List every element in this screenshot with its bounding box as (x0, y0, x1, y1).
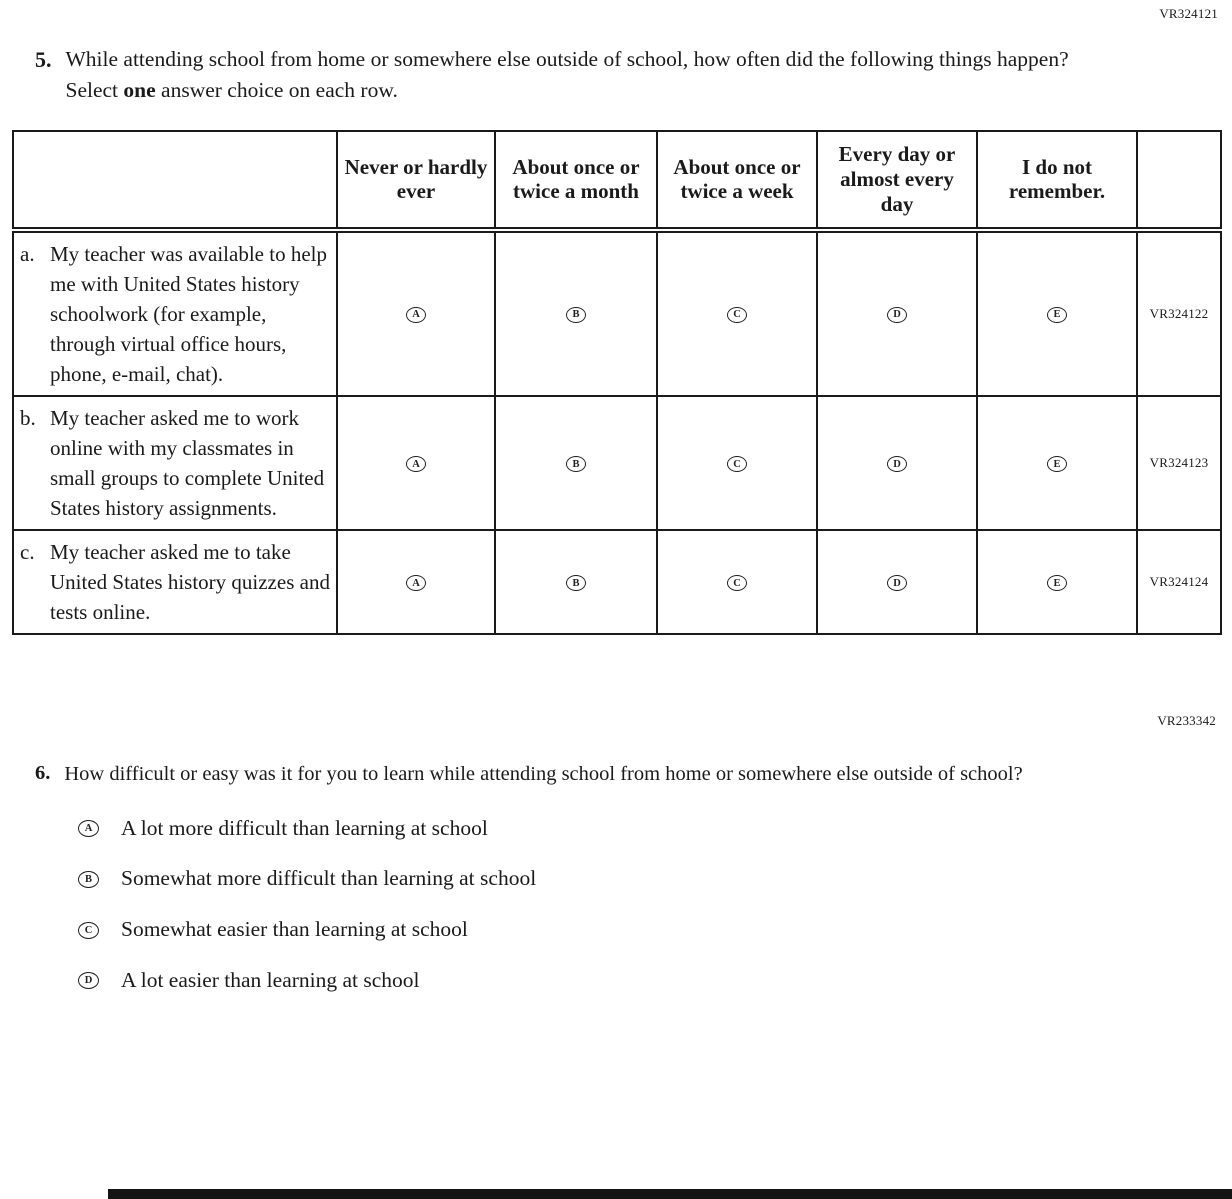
q5-row-a-label (13, 230, 337, 396)
q5-row-a-text: My teacher was available to help me with United States history schoolwork (for example, through virtual office hours, phone, e-mail, chat). (50, 241, 327, 386)
q5-row-a-code (1137, 230, 1221, 396)
question-5 (35, 44, 1142, 106)
q5-row-c-letter: c. (20, 539, 35, 564)
answer-bubble[interactable]: A (406, 307, 426, 323)
q5-row-b-cell-C (657, 396, 817, 530)
q6-option-a-label: A lot more difficult than learning at school (121, 815, 488, 840)
question-6 (35, 759, 1112, 790)
question-6-number: 6. (35, 761, 51, 784)
answer-bubble[interactable]: C (727, 456, 747, 472)
q5-row-a-cell-B (495, 230, 657, 396)
q6-option-d (78, 968, 1232, 994)
table-row-c (13, 530, 1221, 634)
q5-col-header-code-blank (1137, 131, 1221, 229)
q5-row-c-cell-C (657, 530, 817, 634)
q5-row-b-text: My teacher asked me to work online with my classmates in small groups to complete United States history assignments. (50, 405, 325, 520)
answer-bubble[interactable]: C (78, 922, 99, 939)
q5-row-b-cell-E (977, 396, 1137, 530)
q6-option-b (78, 866, 1232, 892)
q5-row-c-cell-B (495, 530, 657, 634)
answer-bubble[interactable]: B (566, 575, 586, 591)
table-row-b (13, 396, 1221, 530)
q6-option-c (78, 917, 1232, 943)
answer-bubble[interactable]: D (887, 307, 907, 323)
question-5-prompt-part1: While attending school from home or somewhere else outside of school, how often did the following things happen? Select (65, 47, 1069, 103)
q5-row-b-label (13, 396, 337, 530)
q5-row-a-cell-E (977, 230, 1137, 396)
row-code-label: VR324124 (1149, 573, 1209, 589)
q5-row-b-cell-D (817, 396, 977, 530)
answer-bubble[interactable]: E (1047, 307, 1067, 323)
answer-bubble[interactable]: A (406, 456, 426, 472)
q5-row-b-letter: b. (20, 405, 36, 430)
q5-row-a-cell-A (337, 230, 495, 396)
answer-bubble[interactable]: E (1047, 456, 1067, 472)
q5-row-a-cell-D (817, 230, 977, 396)
q5-col-header-blank (13, 131, 337, 229)
question-6-prompt: How difficult or easy was it for you to learn while attending school from home or somewhere else outside of school? (64, 762, 1023, 785)
answer-bubble[interactable]: E (1047, 575, 1067, 591)
q5-col-header-once-week: About once or twice a week (657, 131, 817, 229)
row-code-label: VR324123 (1149, 454, 1209, 470)
answer-bubble[interactable]: C (727, 575, 747, 591)
q5-row-c-cell-A (337, 530, 495, 634)
q5-row-c-code (1137, 530, 1221, 634)
answer-bubble[interactable]: D (78, 972, 99, 989)
question-5-prompt (66, 44, 1086, 106)
table-header-row (13, 131, 1221, 229)
q5-row-c-cell-D (817, 530, 977, 634)
row-code-label: VR324122 (1149, 305, 1209, 321)
answer-bubble[interactable]: C (727, 307, 747, 323)
page-code-top: VR324121 (1159, 6, 1218, 21)
q5-row-b-cell-B (495, 396, 657, 530)
q6-option-a (78, 816, 1232, 842)
q5-row-b-cell-A (337, 396, 495, 530)
question-5-prompt-bold: one (123, 78, 156, 103)
question-5-prompt-part2: answer choice on each row. (155, 78, 398, 103)
q5-row-a-cell-C (657, 230, 817, 396)
q5-row-c-cell-E (977, 530, 1137, 634)
answer-bubble[interactable]: B (566, 456, 586, 472)
page-edge-bar (108, 1189, 1232, 1199)
q5-row-c-label (13, 530, 337, 634)
page-code-mid: VR233342 (1157, 712, 1216, 728)
answer-bubble[interactable]: A (406, 575, 426, 591)
q6-option-d-label: A lot easier than learning at school (121, 967, 420, 992)
answer-bubble[interactable]: B (566, 307, 586, 323)
question-6-options (78, 816, 1232, 994)
q6-option-c-label: Somewhat easier than learning at school (121, 917, 468, 942)
answer-bubble[interactable]: A (78, 820, 99, 837)
q5-row-a-letter: a. (20, 241, 35, 266)
q5-col-header-once-month: About once or twice a month (495, 131, 657, 229)
q5-col-header-never: Never or hardly ever (337, 131, 495, 229)
answer-bubble[interactable]: D (887, 575, 907, 591)
table-row-a (13, 230, 1221, 396)
question-5-number: 5. (35, 47, 52, 72)
q5-col-header-not-remember: I do not remember. (977, 131, 1137, 229)
q5-row-b-code (1137, 396, 1221, 530)
answer-bubble[interactable]: D (887, 456, 907, 472)
question-5-table (12, 130, 1222, 634)
q5-row-c-text: My teacher asked me to take United States history quizzes and tests online. (50, 539, 330, 624)
answer-bubble[interactable]: B (78, 871, 99, 888)
q6-option-b-label: Somewhat more difficult than learning at school (121, 866, 537, 891)
q5-col-header-every-day: Every day or almost every day (817, 131, 977, 229)
